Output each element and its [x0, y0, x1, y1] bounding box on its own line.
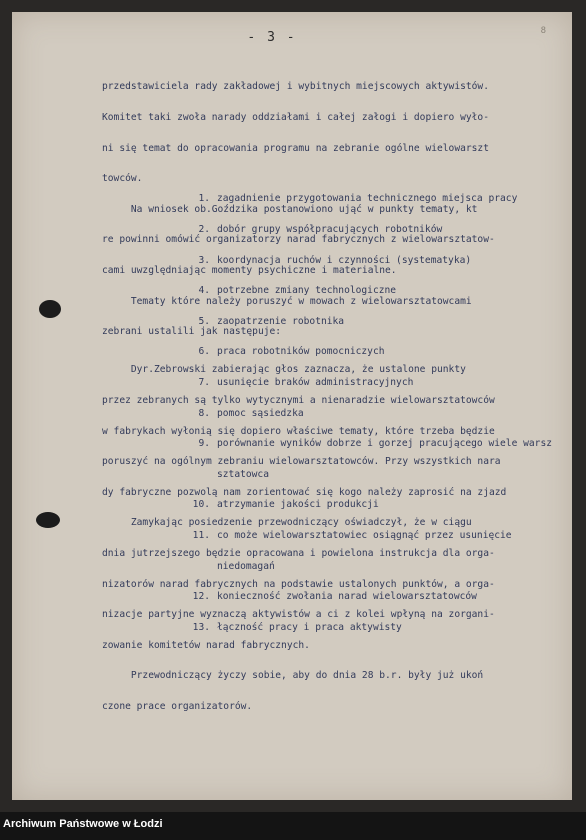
list-text: łączność pracy i praca aktywisty	[217, 621, 402, 633]
list-number: 1.	[198, 193, 210, 205]
text-line: ni się temat do opracowania programu na zebranie ogólne wielowarszt	[102, 142, 489, 154]
paragraph-2	[102, 345, 572, 733]
archive-footer	[0, 812, 586, 840]
text-line: nizatorów narad fabrycznych na podstawie ustalonych punktów, a orga-	[102, 578, 495, 590]
text-line: dy fabryczne pozwolą nam zorientować się kogo należy zaprosić na zjazd	[102, 486, 507, 498]
text-line: Komitet taki zwoła narady oddziałami i całej załogi i dopiero wyło-	[102, 112, 489, 123]
list-number: 7.	[198, 376, 210, 388]
list-number: 12.	[192, 591, 210, 603]
list-text: sztatowca	[217, 468, 269, 480]
text-line: nizacje partyjne wyznaczą aktywistów a ci z kolei wpłyną na zorgani-	[102, 609, 495, 621]
list-text: zagadnienie przygotowania technicznego miejsca pracy	[217, 193, 518, 205]
text-line: Tematy które należy poruszyć w mowach z wielowarsztatowcami	[102, 295, 472, 307]
list-text: pomoc sąsiedzka	[217, 407, 304, 419]
text-line: towców.	[102, 173, 143, 185]
list-number: 8.	[198, 407, 210, 419]
text-line: re powinni omówić organizatorzy narad fabrycznych z wielowarsztatow-	[102, 234, 495, 246]
list-text: niedomagań	[217, 560, 275, 572]
list-text: koordynacja ruchów i czynności (systematyka)	[217, 254, 472, 266]
text-line: zowanie komitetów narad fabrycznych.	[102, 639, 310, 651]
list-text: konieczność zwołania narad wielowarsztatowców	[217, 591, 477, 603]
list-text: praca robotników pomocniczych	[217, 346, 385, 358]
text-line: dnia jutrzejszego będzie opracowana i powielona instrukcja dla orga-	[102, 547, 495, 559]
list-number: 13.	[192, 621, 210, 633]
list-number: 6.	[198, 346, 210, 358]
list-text: usunięcie braków administracyjnych	[217, 376, 414, 388]
list-number: 2.	[198, 224, 210, 235]
list-item	[190, 286, 572, 296]
list-number: 10.	[192, 499, 210, 511]
text-line: w fabrykach wyłonią się dopiero właściwe tematy, które trzeba będzie	[102, 425, 495, 437]
text-line: przez zebranych są tylko wytycznymi a nienaradzie wielowarsztatowców	[102, 395, 495, 406]
list-item	[190, 256, 572, 266]
list-number: 9.	[198, 438, 210, 450]
archive-name: Archiwum Państwowe w Łodzi	[3, 818, 163, 830]
text-line: Przewodniczący życzy sobie, aby do dnia 28 b.r. były już ukoń	[102, 670, 484, 682]
document-page	[12, 12, 572, 800]
list-number: 5.	[198, 315, 210, 327]
list-text: atrzymanie jakości produkcji	[217, 499, 379, 511]
list-text: potrzebne zmiany technologiczne	[217, 285, 397, 297]
list-item	[190, 317, 572, 327]
text-line: Na wniosek ob.Goździka postanowiono ująć w punkty tematy, kt	[102, 203, 478, 215]
text-line: zebrani ustalili jak następuje:	[102, 326, 282, 338]
page-number: - 3 -	[247, 30, 297, 45]
text-line: czone prace organizatorów.	[102, 700, 253, 712]
list-text: dobór grupy współpracujących robotników	[217, 224, 443, 235]
text-line: cami uwzględniając momenty psychiczne i materialne.	[102, 264, 397, 276]
list-text: porównanie wyników dobrze i gorzej pracującego wiele warsz	[217, 438, 553, 450]
list-number: 4.	[198, 285, 210, 297]
text-line: przedstawiciela rady zakładowej i wybitnych miejscowych aktywistów.	[102, 81, 489, 93]
text-line: poruszyć na ogólnym zebraniu wielowarsztatowców. Przy wszystkich nara	[102, 456, 501, 468]
text-line: Dyr.Zebrowski zabierając głos zaznacza, że ustalone punkty	[102, 364, 466, 376]
list-number: 3.	[198, 254, 210, 266]
list-number: 11.	[192, 529, 210, 541]
text-line: Zamykając posiedzenie przewodniczący oświadczył, że w ciągu	[102, 517, 472, 529]
list-item	[190, 225, 572, 235]
corner-mark: 8	[540, 26, 546, 36]
list-item	[190, 194, 572, 204]
punch-hole	[39, 300, 61, 318]
list-text: co może wielowarsztatowiec osiągnąć przez usunięcie	[217, 529, 512, 541]
list-text: zaopatrzenie robotnika	[217, 315, 345, 327]
punch-hole	[36, 512, 60, 528]
